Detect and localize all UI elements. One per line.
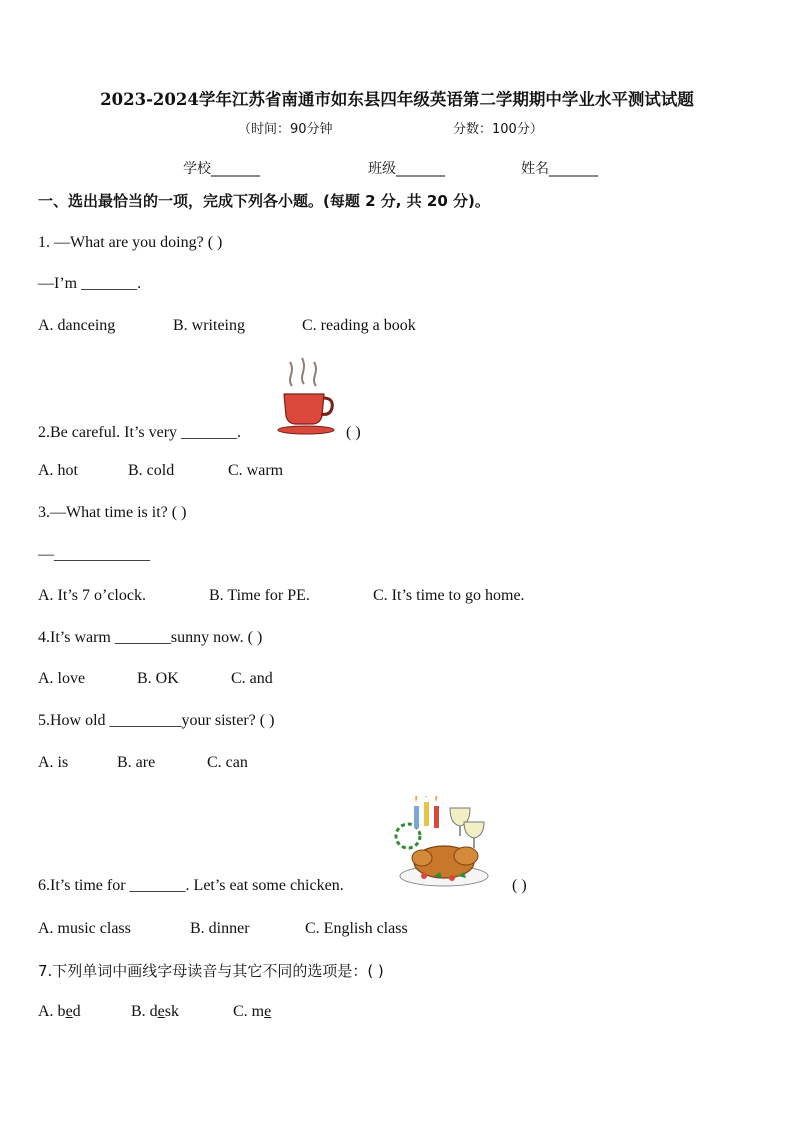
q4-option-c[interactable]: C. and <box>231 670 273 687</box>
q2-paren: ( ) <box>346 424 361 441</box>
exam-title: 2023-2024学年江苏省南通市如东县四年级英语第二学期期中学业水平测试试题 <box>100 90 694 109</box>
q1-stem: 1. —What are you doing? ( ) <box>38 234 223 251</box>
q7-b-suffix: sk <box>164 1003 180 1020</box>
q3-option-a[interactable]: A. It’s 7 o’clock. <box>38 587 146 604</box>
q5-option-c[interactable]: C. can <box>207 754 248 771</box>
exam-time: （时间：90分钟 <box>238 122 333 137</box>
exam-score: 分数：100分） <box>453 122 543 137</box>
q4-option-b[interactable]: B. OK <box>137 670 179 687</box>
q5-option-b[interactable]: B. are <box>117 754 156 771</box>
q5-option-a[interactable]: A. is <box>38 754 69 771</box>
q6-option-a[interactable]: A. music class <box>38 920 131 937</box>
q7-b-underlined-letter: e <box>157 1003 165 1020</box>
class-field[interactable]: 班级_______ <box>368 161 445 177</box>
name-field[interactable]: 姓名_______ <box>521 161 598 177</box>
q7-b-prefix: B. d <box>131 1003 158 1020</box>
roast-chicken-dinner-icon <box>394 796 494 892</box>
school-field[interactable]: 学校_______ <box>183 161 260 177</box>
q1-option-c[interactable]: C. reading a book <box>302 317 416 334</box>
q6-stem: 6.It’s time for _______. Let’s eat some chicken. <box>38 877 344 894</box>
q7-option-a[interactable] <box>38 1002 81 1022</box>
q1-answer-line: —I’m _______. <box>38 275 142 292</box>
q7-stem: 7.下列单词中画线字母读音与其它不同的选项是：( ) <box>38 962 384 980</box>
q4-stem: 4.It’s warm _______sunny now. ( ) <box>38 629 263 646</box>
q5-stem: 5.How old _________your sister? ( ) <box>38 712 275 729</box>
q3-stem: 3.—What time is it? ( ) <box>38 504 187 521</box>
q7-a-underlined-letter: e <box>65 1003 73 1020</box>
q7-option-b[interactable] <box>131 1002 179 1022</box>
section-heading: 一、选出最恰当的一项，完成下列各小题。(每题 2 分, 共 20 分)。 <box>38 192 490 210</box>
q4-option-a[interactable]: A. love <box>38 670 86 687</box>
q3-option-c[interactable]: C. It’s time to go home. <box>373 587 525 604</box>
q3-option-b[interactable]: B. Time for PE. <box>209 587 310 604</box>
q6-option-c[interactable]: C. English class <box>305 920 408 937</box>
q7-option-c[interactable] <box>233 1002 271 1022</box>
q6-paren: ( ) <box>512 877 527 894</box>
q1-option-b[interactable]: B. writeing <box>173 317 245 334</box>
hot-coffee-cup-icon <box>276 354 336 436</box>
q7-a-suffix: d <box>72 1003 81 1020</box>
q1-option-a[interactable]: A. danceing <box>38 317 116 334</box>
q2-option-b[interactable]: B. cold <box>128 462 175 479</box>
q7-a-prefix: A. b <box>38 1003 66 1020</box>
q7-c-underlined-letter: e <box>264 1003 272 1020</box>
q2-stem: 2.Be careful. It’s very _______. <box>38 424 242 441</box>
q3-answer-line: —____________ <box>38 546 150 563</box>
q6-option-b[interactable]: B. dinner <box>190 920 250 937</box>
q2-option-a[interactable]: A. hot <box>38 462 78 479</box>
q7-c-prefix: C. m <box>233 1003 265 1020</box>
q2-option-c[interactable]: C. warm <box>228 462 284 479</box>
